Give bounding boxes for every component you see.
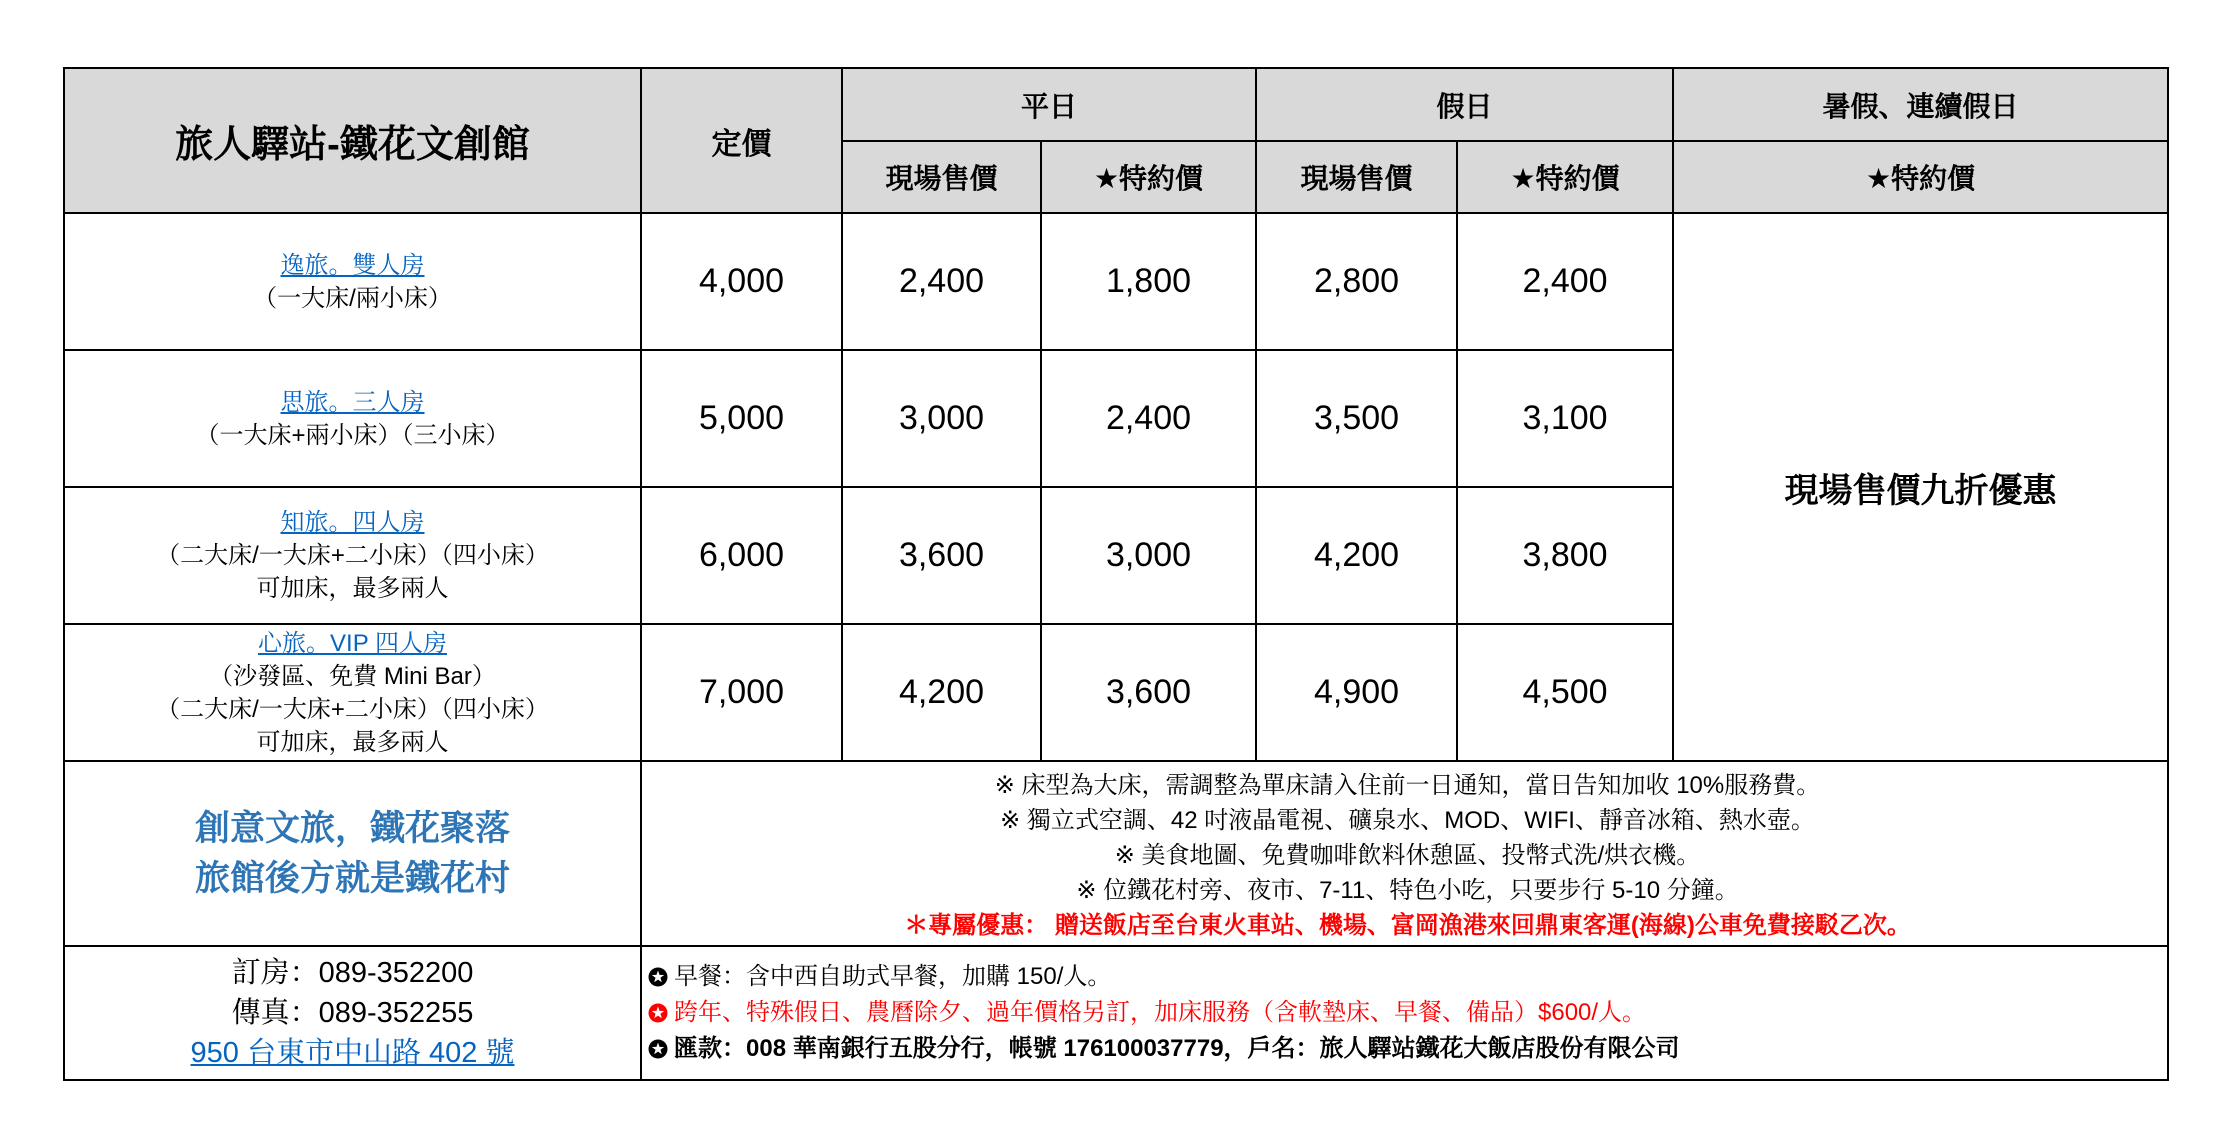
room-detail: （沙發區、免費 Mini Bar） [209, 662, 496, 690]
list-price-value: 6,000 [641, 487, 842, 624]
weekday-walk-in-value: 2,400 [842, 213, 1041, 350]
note-line: ※ 美食地圖、免費咖啡飲料休憩區、投幣式洗/烘衣機。 [1114, 841, 1701, 869]
contact-cell [64, 946, 641, 1080]
room-name-cell [64, 624, 641, 761]
room-detail: 可加床，最多兩人 [256, 728, 449, 756]
policy-line [648, 1031, 2167, 1067]
note-line: ※ 位鐵花村旁、夜市、7-11、特色小吃，只要步行 5-10 分鐘。 [1076, 876, 1739, 904]
policy-text: 跨年、特殊假日、農曆除夕、過年價格另訂，加床服務（含軟墊床、早餐、備品）$600/人。 [674, 999, 1647, 1026]
room-name-link[interactable]: 心旅。VIP 四人房 [258, 629, 447, 657]
weekday-walk-in-value: 3,600 [842, 487, 1041, 624]
holiday-special-value: 4,500 [1457, 624, 1673, 761]
header-weekday-walk-in: 現場售價 [842, 141, 1041, 213]
policies-cell [641, 946, 2168, 1080]
fax-number: 傳真：089-352255 [231, 997, 474, 1029]
room-name-link[interactable]: 知旅。四人房 [280, 509, 425, 536]
list-price-value: 4,000 [641, 213, 842, 350]
holiday-walk-in-value: 2,800 [1256, 213, 1457, 350]
room-detail: 可加床，最多兩人 [256, 575, 449, 602]
slogan-cell [64, 761, 641, 946]
policy-text: 早餐：含中西自助式早餐，加購 150/人。 [674, 963, 1112, 990]
circled-star-icon [648, 1039, 668, 1059]
room-name-cell [64, 350, 641, 487]
room-name-link[interactable]: 逸旅。雙人房 [280, 251, 425, 279]
header-weekday: 平日 [842, 68, 1256, 141]
weekday-walk-in-value: 3,000 [842, 350, 1041, 487]
notes-row [64, 761, 2168, 946]
holiday-special-value: 3,800 [1457, 487, 1673, 624]
weekday-special-value: 2,400 [1041, 350, 1256, 487]
weekday-walk-in-value: 4,200 [842, 624, 1041, 761]
header-summer-consecutive: 暑假、連續假日 [1673, 68, 2168, 141]
promo-line: ＊專屬優惠： 贈送飯店至台東火車站、機場、富岡漁港來回鼎東客運(海線)公車免費接駁乙次。 [904, 911, 1911, 939]
slogan-line: 創意文旅，鐵花聚落 [194, 808, 510, 848]
summer-special-offer: 現場售價九折優惠 [1673, 213, 2168, 761]
holiday-walk-in-value: 4,200 [1256, 487, 1457, 624]
policy-line [648, 995, 2167, 1031]
room-price-table [63, 67, 2169, 1081]
note-line: ※ 獨立式空調、42 吋液晶電視、礦泉水、MOD、WIFI、靜音冰箱、熱水壺。 [1000, 806, 1815, 834]
weekday-special-value: 3,600 [1041, 624, 1256, 761]
room-name-link[interactable]: 思旅。三人房 [280, 388, 425, 416]
room-name-cell [64, 487, 641, 624]
contact-row [64, 946, 2168, 1080]
list-price-value: 7,000 [641, 624, 842, 761]
holiday-walk-in-value: 4,900 [1256, 624, 1457, 761]
note-line: ※ 床型為大床，需調整為單床請入住前一日通知，當日告知加收 10%服務費。 [994, 771, 1821, 799]
circled-star-icon [648, 967, 668, 987]
notes-cell [641, 761, 2168, 946]
room-detail: （二大床/一大床+二小床）（四小床） [156, 542, 549, 569]
header-row-top [64, 68, 2168, 141]
address-link[interactable]: 950 台東市中山路 402 號 [190, 1037, 515, 1069]
room-detail: （一大床/兩小床） [253, 284, 452, 312]
header-holiday: 假日 [1256, 68, 1673, 141]
holiday-special-value: 2,400 [1457, 213, 1673, 350]
room-detail: （二大床/一大床+二小床）（四小床） [156, 695, 549, 723]
header-holiday-walk-in: 現場售價 [1256, 141, 1457, 213]
room-detail: （一大床+兩小床）（三小床） [195, 421, 510, 449]
circled-star-icon [648, 1003, 668, 1023]
room-row [64, 213, 2168, 350]
header-list-price: 定價 [641, 68, 842, 213]
header-weekday-special: ★特約價 [1041, 141, 1256, 213]
header-summer-special: ★特約價 [1673, 141, 2168, 213]
room-name-cell [64, 213, 641, 350]
holiday-walk-in-value: 3,500 [1256, 350, 1457, 487]
policy-text: 匯款：008 華南銀行五股分行，帳號 176100037779，戶名：旅人驛站鐵花大飯店股份有限公司 [674, 1035, 1680, 1062]
slogan-line: 旅館後方就是鐵花村 [194, 858, 510, 898]
header-holiday-special: ★特約價 [1457, 141, 1673, 213]
weekday-special-value: 1,800 [1041, 213, 1256, 350]
list-price-value: 5,000 [641, 350, 842, 487]
weekday-special-value: 3,000 [1041, 487, 1256, 624]
hotel-title: 旅人驛站-鐵花文創館 [64, 68, 641, 213]
policy-line [648, 959, 2167, 995]
holiday-special-value: 3,100 [1457, 350, 1673, 487]
booking-phone: 訂房：089-352200 [231, 957, 474, 989]
